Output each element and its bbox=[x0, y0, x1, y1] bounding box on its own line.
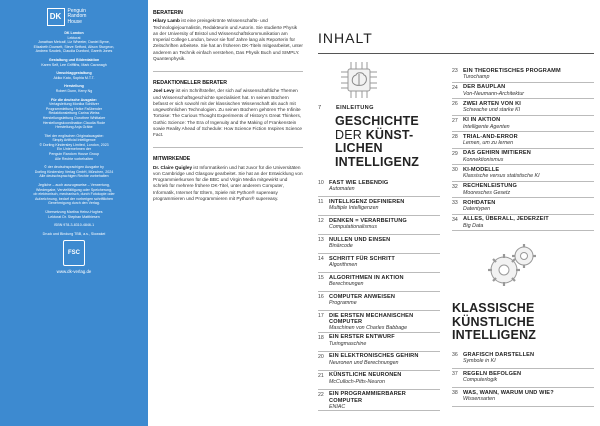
toc-entry-page: 27 bbox=[452, 117, 458, 124]
bio-body: ist ein Schriftsteller, der sich auf wissenschaftliche Themen und Wissenschaftsgeschichte spezialisiert hat. In seinen Büchern befasst er sich sowohl mit der klassischen Wissenschaft als auch mit ungewöhnlichen Technologien. Zu seinen Büchern gehören The Infinite Tortoise: The Curious Thought Experiments of History's Great Thinkers, Gothic Science: The Era of Ingenuity and the Making of Frankenstein sowie Reality Ahead of Schedule: How Science Fiction Inspires Science Fact. bbox=[153, 88, 303, 137]
toc-entry-text bbox=[329, 197, 440, 211]
website-link[interactable]: www.dk-verlag.de bbox=[56, 269, 92, 275]
section1-title-word1: GESCHICHTE bbox=[335, 114, 419, 128]
bio-divider bbox=[153, 147, 303, 148]
toc-title: INHALT bbox=[318, 30, 373, 46]
toc-entry[interactable] bbox=[452, 388, 594, 407]
toc-entry-title: NULLEN UND EINSEN bbox=[329, 236, 391, 243]
toc-entry-subtitle: Von-Neumann-Architektur bbox=[463, 90, 525, 97]
section2-title-line3: INTELLIGENZ bbox=[452, 328, 537, 342]
toc-entry[interactable] bbox=[318, 273, 440, 292]
imprint-line: Jegliche – auch auszugsweise – Verwertung, bbox=[38, 183, 110, 188]
imprint-heading: Für die deutsche Ausgabe: bbox=[51, 97, 97, 102]
toc-entry-title: ALGORITHMEN IN AKTION bbox=[329, 274, 404, 281]
toc-entry-title: ROHDATEN bbox=[463, 199, 496, 206]
imprint-block bbox=[6, 31, 142, 54]
imprint-block bbox=[6, 210, 142, 219]
imprint-block bbox=[6, 98, 142, 130]
toc-entry[interactable] bbox=[452, 350, 594, 369]
toc-entry-page: 30 bbox=[452, 167, 458, 174]
bio-body: ist eine preisgekrönte Wissenschafts- und Technologiejournalistin, Redakteurin und Autorin. Sie studierte Physik an der University of Bristol und Wissenschaftskommunikation am Imperial College London, bevor sie fünf Jahre lang als Reporterin für Zeitschriften arbeitete. Sie hat an früheren DK-Titeln mitgearbeitet, unter anderem an Technik einfach verstehen, Das Physik Buch und SIMPLY. Quantenphysik. bbox=[153, 18, 303, 61]
imprint-blocks bbox=[6, 31, 142, 236]
toc-entry-text bbox=[463, 198, 594, 212]
imprint-line: ob elektronisch, mechanisch, durch Fotokopie oder bbox=[33, 192, 115, 197]
toc-entry-text bbox=[329, 273, 440, 287]
toc-entry[interactable] bbox=[318, 311, 440, 333]
imprint-line: Lektorat bbox=[67, 35, 81, 40]
toc-entry-title: REGELN BEFOLGEN bbox=[463, 370, 522, 377]
toc-entry-subtitle: Wissensarten bbox=[463, 396, 496, 402]
toc-entry-subtitle: Datentypen bbox=[463, 206, 491, 212]
toc-entry-page: 15 bbox=[318, 275, 324, 282]
dk-logo-mark: DK bbox=[47, 8, 65, 26]
toc-entry-subtitle: Algorithmen bbox=[329, 262, 358, 268]
imprint-block bbox=[6, 232, 142, 237]
toc-entry-page: 16 bbox=[318, 294, 324, 301]
section1-page-number: 7 bbox=[318, 105, 322, 111]
toc-entry-title: FAST WIE LEBENDIG bbox=[329, 179, 389, 186]
imprint-line: Wiedergabe, Vervielfältigung oder Speicherung, bbox=[35, 187, 113, 192]
imprint-line: Penguin Random House Group bbox=[48, 152, 100, 157]
toc-entry[interactable] bbox=[452, 83, 594, 100]
toc-entry-subtitle: Turingmaschine bbox=[329, 340, 367, 347]
imprint-line: Programmleitung Heike Faßbender bbox=[45, 106, 103, 111]
imprint-block bbox=[6, 183, 142, 206]
toc-entry-page: 23 bbox=[452, 68, 458, 75]
contributors-column bbox=[153, 10, 303, 211]
imprint-block bbox=[6, 71, 142, 80]
toc-entry[interactable] bbox=[452, 369, 594, 388]
toc-entry[interactable] bbox=[452, 66, 594, 83]
toc-entry-text bbox=[463, 165, 594, 179]
imprint-column bbox=[0, 0, 148, 426]
bio-heading: REDAKTIONELLER BERATER bbox=[153, 80, 227, 86]
toc-entry-page: 12 bbox=[318, 218, 324, 225]
imprint-line: Jonathan Metcalf, Liz Wheeler, Daniel Byrne, bbox=[38, 40, 110, 45]
toc-entry-title: RECHENLEISTUNG bbox=[463, 183, 518, 190]
imprint-line: Alle Rechte vorbehalten bbox=[54, 156, 94, 161]
toc-entry-text bbox=[329, 352, 440, 366]
toc-entry[interactable] bbox=[318, 292, 440, 311]
toc-entry-subtitle: Klassische versus statistische KI bbox=[463, 173, 540, 179]
toc-entry-page: 32 bbox=[452, 183, 458, 190]
imprint-line: Druck und Bindung TBB, a.s., Slowakei bbox=[42, 231, 106, 236]
toc-entry-page: 11 bbox=[318, 199, 324, 206]
toc-entry-subtitle: Binärcode bbox=[329, 243, 353, 249]
toc-entry-subtitle: Lernen, um zu lernen bbox=[463, 140, 514, 146]
bio-name: Dr. Claire Quigley bbox=[153, 164, 193, 170]
fsc-logo: FSC bbox=[63, 240, 85, 266]
imprint-line: ISBN 978-3-8310-4846-1 bbox=[53, 223, 95, 228]
toc-entry-title: ZWEI ARTEN VON KI bbox=[463, 100, 521, 107]
imprint-block bbox=[6, 58, 142, 67]
toc-entry-page: 18 bbox=[318, 334, 324, 341]
toc-entry-text bbox=[463, 99, 594, 113]
toc-entry-title: COMPUTER ANWEISEN bbox=[329, 293, 396, 300]
toc-entry[interactable] bbox=[452, 198, 594, 215]
toc-entry-text bbox=[463, 182, 594, 196]
toc-entry-text bbox=[329, 254, 440, 268]
imprint-line: Andrew Szudek, Claudia Dunford, Gareth Jones bbox=[35, 49, 113, 54]
toc-entry-subtitle: Maschinen von Charles Babbage bbox=[329, 325, 408, 332]
toc-entry-page: 34 bbox=[452, 216, 458, 223]
toc-list-section2 bbox=[452, 350, 594, 407]
toc-entry[interactable] bbox=[318, 216, 440, 235]
toc-entry-page: 26 bbox=[452, 101, 458, 108]
toc-entry-page: 20 bbox=[318, 353, 324, 360]
contributor-bio bbox=[153, 80, 303, 138]
imprint-block bbox=[6, 223, 142, 228]
toc-entry-title: SCHRITT FÜR SCHRITT bbox=[329, 255, 395, 262]
toc-entry-text bbox=[463, 215, 594, 229]
toc-entry-text bbox=[463, 149, 594, 163]
toc-entry-title: TRIAL-AND-ERROR bbox=[463, 133, 518, 140]
toc-entry-subtitle: Symbole in KI bbox=[463, 358, 496, 364]
section1-title-line4: INTELLIGENZ bbox=[335, 154, 420, 169]
toc-entry-title: DER BAUPLAN bbox=[463, 84, 506, 91]
section2-title bbox=[452, 302, 592, 343]
toc-entry-page: 37 bbox=[452, 371, 458, 378]
toc-entry-page: 38 bbox=[452, 390, 458, 397]
toc-entry-subtitle: Multiple Intelligenzen bbox=[329, 205, 379, 211]
toc-entry-subtitle: Computerlogik bbox=[463, 377, 498, 383]
toc-entry[interactable] bbox=[318, 333, 440, 352]
toc-entry-page: 29 bbox=[452, 150, 458, 157]
section1-title-word2: DER bbox=[335, 127, 362, 142]
bio-divider bbox=[153, 71, 303, 72]
section1-title-line3: LICHEN bbox=[335, 141, 383, 155]
contributor-bio bbox=[153, 156, 303, 202]
toc-entry-subtitle: Mooresches Gesetz bbox=[463, 189, 511, 196]
imprint-line: Robert Dunn, Kerry Ng bbox=[55, 88, 93, 93]
toc-entry[interactable] bbox=[318, 235, 440, 254]
imprint-line: Herstellungsleitung Dorothee Whittaker bbox=[42, 115, 106, 120]
toc-entry-subtitle: Automaten bbox=[329, 186, 355, 192]
toc-entry-title: KI-MODELLE bbox=[463, 166, 500, 173]
toc-entry-text bbox=[329, 178, 440, 192]
bio-text bbox=[153, 18, 303, 62]
toc-entry-text bbox=[463, 132, 594, 146]
toc-entry-text bbox=[463, 369, 594, 383]
toc-entry[interactable] bbox=[452, 165, 594, 182]
toc-entry-text bbox=[463, 388, 594, 402]
toc-entry-text bbox=[329, 371, 440, 385]
gears-icon bbox=[482, 240, 542, 292]
imprint-line: Akiko Kato, Sophia M.T.T. bbox=[53, 75, 95, 80]
imprint-heading: Herstellung bbox=[64, 84, 84, 89]
toc-entry-subtitle: Schwache und starke KI bbox=[463, 107, 521, 113]
penguin-random-house-text: Penguin Random House bbox=[67, 7, 87, 25]
toc-entry-text bbox=[329, 292, 440, 306]
toc-entry-text bbox=[463, 350, 594, 364]
bio-text bbox=[153, 88, 303, 138]
toc-entry-title: KI IN AKTION bbox=[463, 117, 501, 124]
bio-name: Hilary Lamb bbox=[153, 18, 180, 24]
toc-entry-text bbox=[329, 390, 440, 411]
imprint-line: Verlagsleitung Monika Schlitzer bbox=[49, 102, 99, 107]
imprint-block bbox=[6, 84, 142, 93]
toc-entry-page: 13 bbox=[318, 237, 324, 244]
toc-entry-title: INTELLIGENZ DEFINIEREN bbox=[329, 198, 405, 205]
toc-entry-text bbox=[463, 116, 594, 130]
toc-entry[interactable] bbox=[452, 99, 594, 116]
imprint-line: Aufzeichnung, bedarf der vorherigen schriftlichen bbox=[34, 196, 114, 201]
toc-entry[interactable] bbox=[318, 197, 440, 216]
imprint-line: Titel der englischen Originalausgabe: bbox=[44, 133, 104, 138]
imprint-line: Elizabeth Dowsett, Steve Setford, Alison Sturgeon, bbox=[33, 44, 115, 49]
imprint-heading: DK London bbox=[64, 31, 84, 35]
toc-entry[interactable] bbox=[318, 178, 440, 197]
toc-entry-subtitle: Neuronen und Berechnungen bbox=[329, 359, 399, 366]
section2-title-line2: KÜNSTLICHE bbox=[452, 314, 535, 329]
section1-title-word3: KÜNST- bbox=[365, 127, 414, 142]
toc-entry-title: DENKEN = VERARBEITUNG bbox=[329, 217, 407, 224]
toc-entry-title: ALLES, ÜBERALL, JEDERZEIT bbox=[463, 216, 549, 223]
toc-entry-title: EIN ELEKTRONISCHES GEHIRN bbox=[329, 353, 419, 360]
bio-text bbox=[153, 165, 303, 203]
toc-entry-page: 17 bbox=[318, 313, 324, 320]
imprint-line: Lektorat Dr. Stephan Matthiesen bbox=[48, 214, 100, 219]
toc-entry[interactable] bbox=[318, 352, 440, 371]
toc-entry-subtitle: Programme bbox=[329, 300, 357, 306]
toc-entry-page: 10 bbox=[318, 180, 324, 187]
section1-title bbox=[335, 115, 455, 169]
toc-entry-subtitle: Turochamp bbox=[463, 74, 490, 80]
toc-entry-subtitle: Intelligente Agenten bbox=[463, 123, 510, 130]
toc-entry[interactable] bbox=[318, 371, 440, 390]
imprint-line: Herstellungskoordination Claudia Rode bbox=[42, 120, 106, 125]
imprint-line: Dorling Kindersley Verlag GmbH, München, 2024 bbox=[34, 169, 114, 174]
toc-entry[interactable] bbox=[452, 116, 594, 133]
imprint-line: Ein Unternehmen der bbox=[56, 147, 92, 152]
toc-entry-subtitle: Berechnungen bbox=[329, 281, 364, 287]
imprint-line: Simply Artificial Intelligence bbox=[52, 138, 96, 143]
section2-title-line1: KLASSISCHE bbox=[452, 301, 535, 315]
toc-entry[interactable] bbox=[452, 215, 594, 232]
toc-entry-page: 22 bbox=[318, 391, 324, 398]
toc-entry-subtitle: McCulloch-Pitts-Neuron bbox=[329, 378, 385, 385]
bio-heading: MITWIRKENDE bbox=[153, 156, 191, 163]
publisher-logo bbox=[6, 8, 142, 26]
toc-entry-title: KÜNSTLICHE NEURONEN bbox=[329, 372, 402, 379]
toc-entry-title: EIN ERSTER ENTWURF bbox=[329, 334, 395, 341]
toc-entry-text bbox=[329, 311, 440, 332]
toc-entry-title: GRAFISCH DARSTELLEN bbox=[463, 351, 535, 358]
toc-list-section1-b bbox=[452, 66, 594, 231]
toc-entry-text bbox=[329, 216, 440, 230]
contributor-bio bbox=[153, 10, 303, 62]
toc-entry-title: EIN PROGRAMMIERBARER COMPUTER bbox=[329, 391, 406, 404]
toc-entry-page: 21 bbox=[318, 372, 324, 379]
toc-entry-text bbox=[329, 235, 440, 249]
toc-entry-text bbox=[329, 333, 440, 347]
toc-list-section1-a bbox=[318, 178, 440, 411]
imprint-line: Karen Self, Lee Griffiths, Mark Cavanagh bbox=[41, 62, 107, 67]
imprint-line: Übersetzung Martina Heinz-Hughes bbox=[45, 210, 103, 214]
bio-body: ist Informatikerin und hat zuvor für die Universitäten von Cambridge und Glasgow gearbeitet. Sie hat an der Entwicklung von Programmierkursen für die BBC und Virgin Media mitgewirkt und schrieb für mehrere frühere DK-Titel, unter anderem Computer, Informatik, Internet für Eltern, Spiele mit Python® supereasy programmieren und Programmieren mit Python® supereasy. bbox=[153, 164, 303, 201]
toc-entry-subtitle: Computationalismus bbox=[329, 224, 377, 230]
chip-icon bbox=[339, 60, 379, 100]
toc-entry[interactable] bbox=[452, 149, 594, 166]
section1-label: EINLEITUNG bbox=[336, 105, 374, 111]
toc-entry[interactable] bbox=[318, 390, 440, 412]
toc-entry-page: 36 bbox=[452, 352, 458, 359]
toc-entry-title: DAS GEHIRN IMITIEREN bbox=[463, 150, 531, 157]
toc-entry-subtitle: Konnektionismus bbox=[463, 156, 504, 163]
imprint-block bbox=[6, 165, 142, 179]
toc-entry[interactable] bbox=[452, 132, 594, 149]
toc-entry-page: 33 bbox=[452, 200, 458, 207]
imprint-block bbox=[6, 134, 142, 162]
imprint-heading: Gestaltung und Bildredaktion bbox=[48, 57, 100, 62]
imprint-line: © der deutschsprachigen Ausgabe by bbox=[44, 165, 104, 170]
toc-entry-page: 28 bbox=[452, 134, 458, 141]
toc-entry-page: 14 bbox=[318, 256, 324, 263]
toc-entry-title: DIE ERSTEN MECHANISCHEN COMPUTER bbox=[329, 312, 414, 325]
toc-entry-title: EIN THEORETISCHES PROGRAMM bbox=[463, 67, 561, 74]
toc-entry[interactable] bbox=[318, 254, 440, 273]
toc-title-rule bbox=[318, 53, 594, 54]
toc-entry-subtitle: Big Data bbox=[463, 222, 484, 229]
imprint-line: Genehmigung durch den Verlag. bbox=[48, 201, 100, 206]
toc-entry-page: 24 bbox=[452, 84, 458, 91]
imprint-line: Redaktionsleitung Carina Weiss bbox=[48, 111, 100, 116]
toc-entry[interactable] bbox=[452, 182, 594, 199]
toc-entry-text bbox=[463, 83, 594, 97]
toc-entry-title: WAS, WANN, WARUM UND WIE? bbox=[463, 389, 554, 396]
imprint-line: Alle deutschsprachigen Rechte vorbehalten bbox=[39, 174, 109, 179]
imprint-line: © Dorling Kindersley Limited, London, 2023 bbox=[39, 142, 109, 147]
bio-heading: BERATERIN bbox=[153, 10, 183, 16]
imprint-line: Herstellung Anja Gräbe bbox=[55, 125, 93, 130]
imprint-heading: Umschlaggestaltung bbox=[56, 71, 92, 76]
toc-entry-text bbox=[463, 66, 594, 80]
toc-entry-subtitle: ENIAC bbox=[329, 404, 346, 411]
bio-name: Joel Levy bbox=[153, 88, 175, 94]
